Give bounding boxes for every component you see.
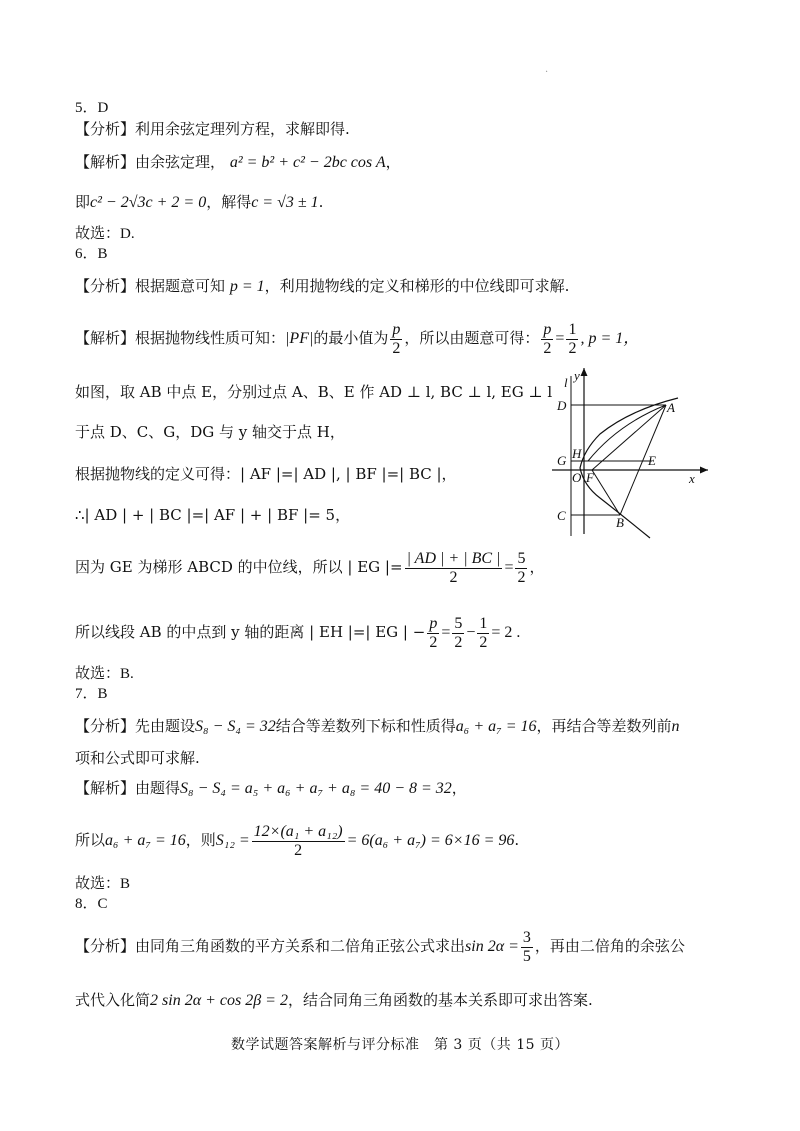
q6-p-formula: p = 1	[229, 278, 265, 295]
q6-sol7-minus: −	[466, 624, 476, 641]
label-E: E	[648, 453, 656, 468]
q7-s12-rest: = 6(a₆ + a₇) = 6×16 = 96	[346, 832, 515, 849]
fraction-denominator: 2	[405, 568, 503, 587]
fraction-numerator: p	[543, 320, 552, 338]
fraction-numerator: p	[429, 614, 438, 632]
q6-analysis-post: ，利用抛物线的定义和梯形的中位线即可求解.	[264, 277, 570, 295]
q6-sol1-a: 根据抛物线性质可知：	[135, 329, 286, 347]
fraction-denominator: 2	[252, 841, 345, 860]
q5-answer: 5．D	[75, 100, 109, 116]
q6-sol1-b: 的最小值为	[313, 329, 389, 347]
q5-solution-tag: 【解析】	[75, 153, 136, 171]
y-axis-arrow	[581, 368, 588, 376]
label-B: B	[616, 515, 624, 530]
q5-analysis	[75, 119, 350, 139]
q6-p-over-2-fraction-b	[541, 321, 553, 358]
q6-sol7-result: = 2 .	[491, 624, 521, 641]
label-G: G	[557, 453, 567, 468]
q7-analysis-1b: 结合等差数列下标和性质得	[275, 717, 456, 735]
q5-solution-tail: ，	[385, 153, 401, 171]
q8-analysis-1b: ，再由二倍角的余弦公	[534, 937, 685, 955]
q6-solution-tag: 【解析】	[75, 329, 136, 347]
q8-analysis-tag: 【分析】	[75, 937, 136, 955]
fraction-denominator: 2	[543, 339, 552, 357]
q5-solution-line2	[75, 192, 323, 213]
q5-cosine-law-formula: a² = b² + c² − 2bc cos A	[229, 154, 386, 171]
q6-solution-line1	[75, 318, 639, 359]
q7-analysis-line2: 项和公式即可求解.	[75, 749, 200, 767]
q6-choice: 故选：B.	[75, 666, 134, 682]
q8-three-fifths-fraction	[521, 929, 533, 966]
x-axis-arrow	[700, 467, 708, 474]
segment-AB	[620, 405, 666, 515]
q8-sin2a-formula: sin 2α =	[465, 938, 519, 955]
label-x: x	[689, 471, 695, 486]
q8-analysis-2a: 式代入化简	[75, 991, 151, 1009]
q6-p-over-2-fraction	[390, 321, 402, 358]
q5-sol2-tail: .	[318, 193, 324, 211]
q7-analysis-1c: ，再结合等差数列前	[536, 717, 672, 735]
q6-sol2: 如图，取 AB 中点 E，分别过点 A、B、E 作 AD ⊥ l, BC ⊥ l, EG ⊥ l	[75, 383, 553, 401]
segment-FB	[592, 470, 620, 515]
q7-sol1-tail: ，	[451, 779, 467, 797]
q7-sum-formula: S₈ − S₄ = a₅ + a₆ + a₇ + a₈ = 40 − 8 = 32	[180, 780, 452, 797]
fraction-numerator: 5	[454, 614, 463, 632]
q7-s12-fraction	[252, 823, 345, 860]
q6-sol7-half	[477, 615, 489, 652]
fraction-numerator: 1	[479, 614, 488, 632]
q6-answer: 6．B	[75, 246, 108, 262]
q5-sol2-prefix: 即	[75, 193, 91, 211]
fraction-denominator: 2	[429, 633, 438, 651]
label-O: O	[572, 470, 582, 485]
fraction-denominator: 2	[568, 339, 577, 357]
q7-sol1-a: 由题得	[135, 779, 181, 797]
q5-quadratic-formula: c² − 2√3c + 2 = 0	[90, 194, 207, 211]
q6-half-fraction	[566, 321, 578, 358]
q5-solution-line1	[75, 152, 401, 173]
parabola-figure	[548, 364, 708, 540]
label-F: F	[586, 470, 594, 485]
q5-solution-text: 由余弦定理，	[135, 153, 226, 171]
q7-solution-line2	[75, 818, 519, 863]
q8-analysis-2b: ，结合同角三角函数的基本关系即可求出答案.	[287, 991, 593, 1009]
label-A: A	[667, 400, 675, 415]
q7-analysis-1a: 先由题设	[135, 717, 196, 735]
q5-analysis-tag: 【分析】	[75, 120, 136, 138]
label-H: H	[572, 446, 582, 461]
q7-a6-a7-formula: a₆ + a₇ = 16	[455, 718, 537, 735]
q5-choice: 故选：D.	[75, 226, 135, 242]
corner-mark: .	[545, 64, 549, 75]
q6-midline-fraction	[405, 550, 503, 587]
q7-solution-tag: 【解析】	[75, 779, 136, 797]
q5-result-formula: c = √3 ± 1	[251, 194, 319, 211]
q7-sol2-tail: .	[514, 831, 520, 849]
q7-sol2-a: 所以	[75, 831, 106, 849]
q8-analysis-1a: 由同角三角函数的平方关系和二倍角正弦公式求出	[135, 937, 466, 955]
q6-sol1-c: ，所以由题意可得：	[404, 329, 540, 347]
q6-sol6-eq: =	[504, 559, 514, 576]
fraction-numerator: 1	[568, 320, 577, 338]
q6-analysis-tag: 【分析】	[75, 277, 136, 295]
q8-analysis-line1	[75, 926, 685, 967]
q7-sol2-b: ，则	[185, 831, 216, 849]
fraction-numerator: 12×(a₁ + a₁₂)	[253, 822, 343, 840]
q7-s12-label: S₁₂ =	[215, 832, 250, 849]
q6-sol7-eq: =	[441, 624, 451, 641]
q7-a6-a7-eq: a₆ + a₇ = 16	[105, 832, 186, 849]
q6-five-halves-fraction	[515, 550, 527, 587]
fraction-numerator: 3	[522, 928, 531, 946]
label-l: l	[564, 375, 568, 390]
q5-sol2-mid: ，解得	[206, 193, 252, 211]
q7-analysis-line1	[75, 716, 680, 737]
q6-sol7-five-halves	[452, 615, 464, 652]
q6-sol4: 根据抛物线的定义可得：| AF |=| AD |, | BF |=| BC |，	[75, 465, 457, 483]
fraction-denominator: 2	[479, 633, 488, 651]
q6-sol6-a: 因为 GE 为梯形 ABCD 的中位线，所以 | EG |=	[75, 558, 403, 576]
label-y: y	[574, 368, 580, 383]
q6-sol6-tail: ，	[529, 558, 545, 576]
q6-sol7-a: 所以线段 AB 的中点到 y 轴的距离 | EH |=| EG | −	[75, 623, 426, 641]
q8-simplify-formula: 2 sin 2α + cos 2β = 2	[150, 992, 288, 1009]
q7-answer: 7．B	[75, 686, 108, 702]
q6-pf-formula: |PF|	[285, 330, 314, 347]
fraction-denominator: 5	[522, 947, 531, 965]
fraction-denominator: 2	[392, 339, 401, 357]
q6-p-eq-1: , p = 1，	[580, 330, 640, 347]
q5-analysis-text: 利用余弦定理列方程，求解即得.	[135, 120, 350, 138]
fraction-numerator: p	[392, 320, 401, 338]
q8-analysis-line2	[75, 990, 593, 1011]
q6-analysis-pre: 根据题意可知	[135, 277, 226, 295]
q7-choice: 故选：B	[75, 876, 131, 892]
page-footer: 数学试题答案解析与评分标准 第 3 页（共 15 页）	[230, 1037, 570, 1053]
q7-s8-s4-formula: S₈ − S₄ = 32	[195, 718, 276, 735]
q6-sol6	[75, 547, 544, 588]
q6-analysis	[75, 276, 569, 297]
q7-solution-line1	[75, 778, 467, 799]
fraction-denominator: 2	[517, 568, 526, 586]
label-C: C	[557, 508, 566, 523]
q6-sol5: ∴| AD | + | BC |=| AF | + | BF |= 5，	[75, 506, 351, 524]
fraction-numerator: | AD | + | BC |	[406, 549, 501, 567]
q6-equals: =	[555, 330, 565, 347]
q7-analysis-tag: 【分析】	[75, 717, 136, 735]
label-D: D	[557, 398, 567, 413]
q8-answer: 8．C	[75, 896, 108, 912]
q6-p-half-fraction	[427, 615, 439, 652]
fraction-numerator: 5	[517, 549, 526, 567]
fraction-denominator: 2	[454, 633, 463, 651]
q6-sol7	[75, 612, 520, 653]
q7-n: n	[671, 718, 680, 735]
q6-sol3: 于点 D、C、G，DG 与 y 轴交于点 H，	[75, 423, 345, 441]
